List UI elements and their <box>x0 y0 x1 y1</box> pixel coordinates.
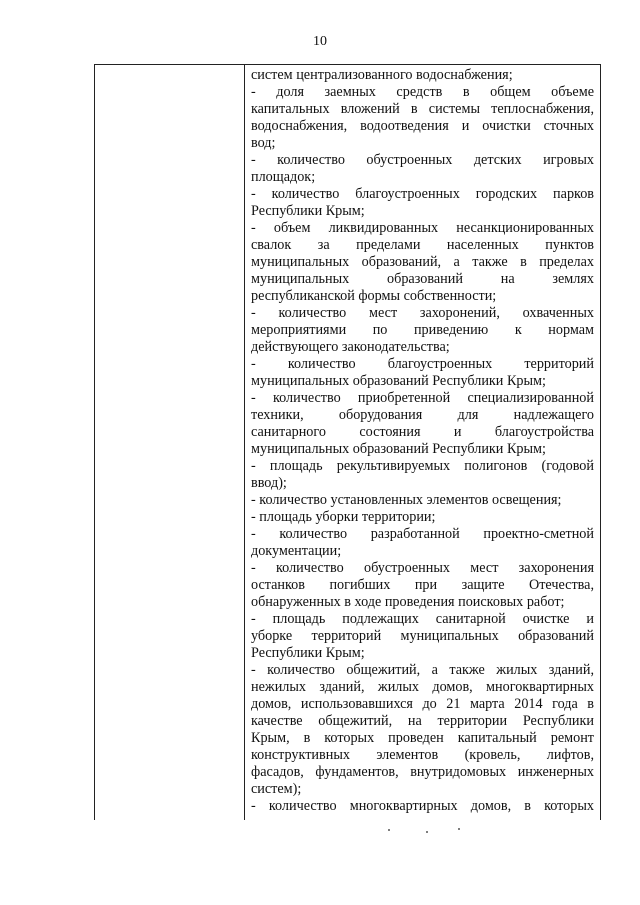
text-line: - объем ликвидированных несанкционированных <box>251 220 594 236</box>
text-line: - количество разработанной проектно-сметной <box>251 526 594 542</box>
text-line: действующего законодательства; <box>251 339 450 355</box>
text-line: - количество благоустроенных территорий <box>251 356 594 372</box>
text-line: уборке территорий муниципальных образований <box>251 628 594 644</box>
text-line: муниципальных образований Республики Крым; <box>251 373 546 389</box>
text-line: - количество обустроенных детских игровых <box>251 152 594 168</box>
text-line: республиканской формы собственности; <box>251 288 497 304</box>
table-right-column <box>251 67 594 815</box>
text-line: площадок; <box>251 169 316 185</box>
text-line: - площадь уборки территории; <box>251 509 436 525</box>
text-line: ввод); <box>251 475 287 491</box>
text-line: документации; <box>251 543 342 559</box>
text-line: Республики Крым; <box>251 203 365 219</box>
text-line: техники, оборудования для надлежащего <box>251 407 594 423</box>
text-line: муниципальных образований на землях <box>251 271 594 287</box>
text-line: останков погибших при защите Отечества, <box>251 577 594 593</box>
text-line: капитальных вложений в системы теплоснабжения, <box>251 101 594 117</box>
text-line: - количество приобретенной специализированной <box>251 390 594 406</box>
text-line: нежилых зданий, жилых домов, многоквартирных <box>251 679 594 695</box>
text-line: качестве общежитий, на территории Республики <box>251 713 594 729</box>
text-line: муниципальных образований, а также в пределах <box>251 254 594 270</box>
text-line: водоснабжения, водоотведения и очистки сточных <box>251 118 594 134</box>
text-line: санитарного состояния и благоустройства <box>251 424 594 440</box>
text-line: - доля заемных средств в общем объеме <box>251 84 594 100</box>
text-line: фасадов, фундаментов, внутридомовых инженерных <box>251 764 594 780</box>
page-number: 10 <box>313 34 327 49</box>
text-line: - количество мест захоронений, охваченных <box>251 305 594 321</box>
text-line: - площадь подлежащих санитарной очистке и <box>251 611 594 627</box>
text-line: Республики Крым; <box>251 645 365 661</box>
text-line: - количество установленных элементов освещения; <box>251 492 562 508</box>
text-line: конструктивных элементов (кровель, лифтов, <box>251 747 594 763</box>
text-line: систем централизованного водоснабжения; <box>251 67 513 83</box>
table-left-column <box>95 65 245 820</box>
text-line: обнаруженных в ходе проведения поисковых работ; <box>251 594 565 610</box>
text-line: - количество благоустроенных городских парков <box>251 186 594 202</box>
scan-specks <box>380 827 470 837</box>
text-line: - площадь рекультивируемых полигонов (годовой <box>251 458 594 474</box>
text-line: - количество общежитий, а также жилых зданий, <box>251 662 594 678</box>
text-line: мероприятиями по приведению к нормам <box>251 322 594 338</box>
text-line: Крым, в которых проведен капитальный ремонт <box>251 730 594 746</box>
text-line: домов, использовавшихся до 21 марта 2014 года в <box>251 696 594 712</box>
text-line: - количество многоквартирных домов, в которых <box>251 798 594 814</box>
text-line: - количество обустроенных мест захоронения <box>251 560 594 576</box>
text-line: вод; <box>251 135 276 151</box>
text-line: свалок за пределами населенных пунктов <box>251 237 594 253</box>
text-line: систем); <box>251 781 302 797</box>
document-table <box>94 64 601 820</box>
text-line: муниципальных образований Республики Крым; <box>251 441 546 457</box>
